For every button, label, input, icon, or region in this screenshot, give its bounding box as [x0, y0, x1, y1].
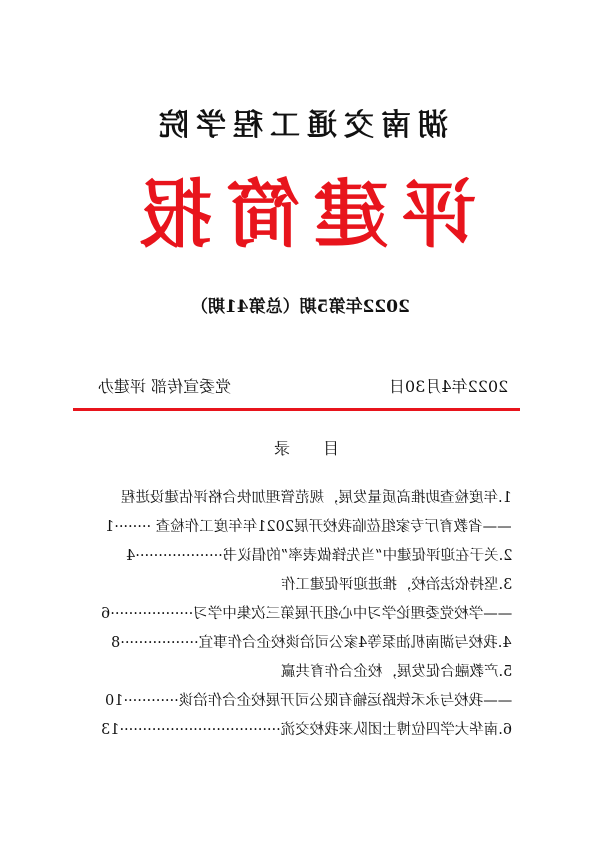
toc-line-9[interactable]: 6.南华大学四位博士团队来我校交流···································13: [100, 722, 512, 738]
publication-info-row: [98, 374, 508, 400]
toc-line-3[interactable]: 2.关于在迎评促建中“当先锋做表率”的倡议书···················4: [125, 548, 512, 564]
toc-line-1[interactable]: 1.年度检查助推高质量发展，规范管理加快合格评估建设进程: [121, 490, 512, 506]
toc-heading: 目 录: [260, 439, 340, 458]
toc-line-7[interactable]: 5.产教融合促发展，校企合作育共赢: [280, 664, 512, 680]
toc-line-4[interactable]: 3.坚持依法治校，推进迎评促建工作: [280, 577, 512, 593]
issue-number: 2022年第5期（总第41期）: [190, 297, 410, 317]
school-name: 湖南交通工程学院: [152, 108, 448, 143]
publication-date: 2022年4月30日: [388, 377, 508, 396]
red-divider: [73, 408, 520, 411]
toc-line-2[interactable]: ——省教育厅专家组莅临我校开展2021年年度工作检查 ········1: [105, 519, 512, 535]
masthead-title: 评建简报: [124, 172, 476, 258]
toc-line-6[interactable]: 4.我校与湖南机油泵等4家公司洽谈校企合作事宜·················8: [111, 635, 512, 651]
toc-line-8[interactable]: ——我校与永禾铁路运输有限公司开展校企合作洽谈············10: [104, 693, 512, 709]
toc-line-5[interactable]: ——学校党委理论学习中心组开展第三次集中学习··················6: [100, 606, 512, 622]
publisher: 党委宣传部 评建办: [98, 377, 232, 396]
